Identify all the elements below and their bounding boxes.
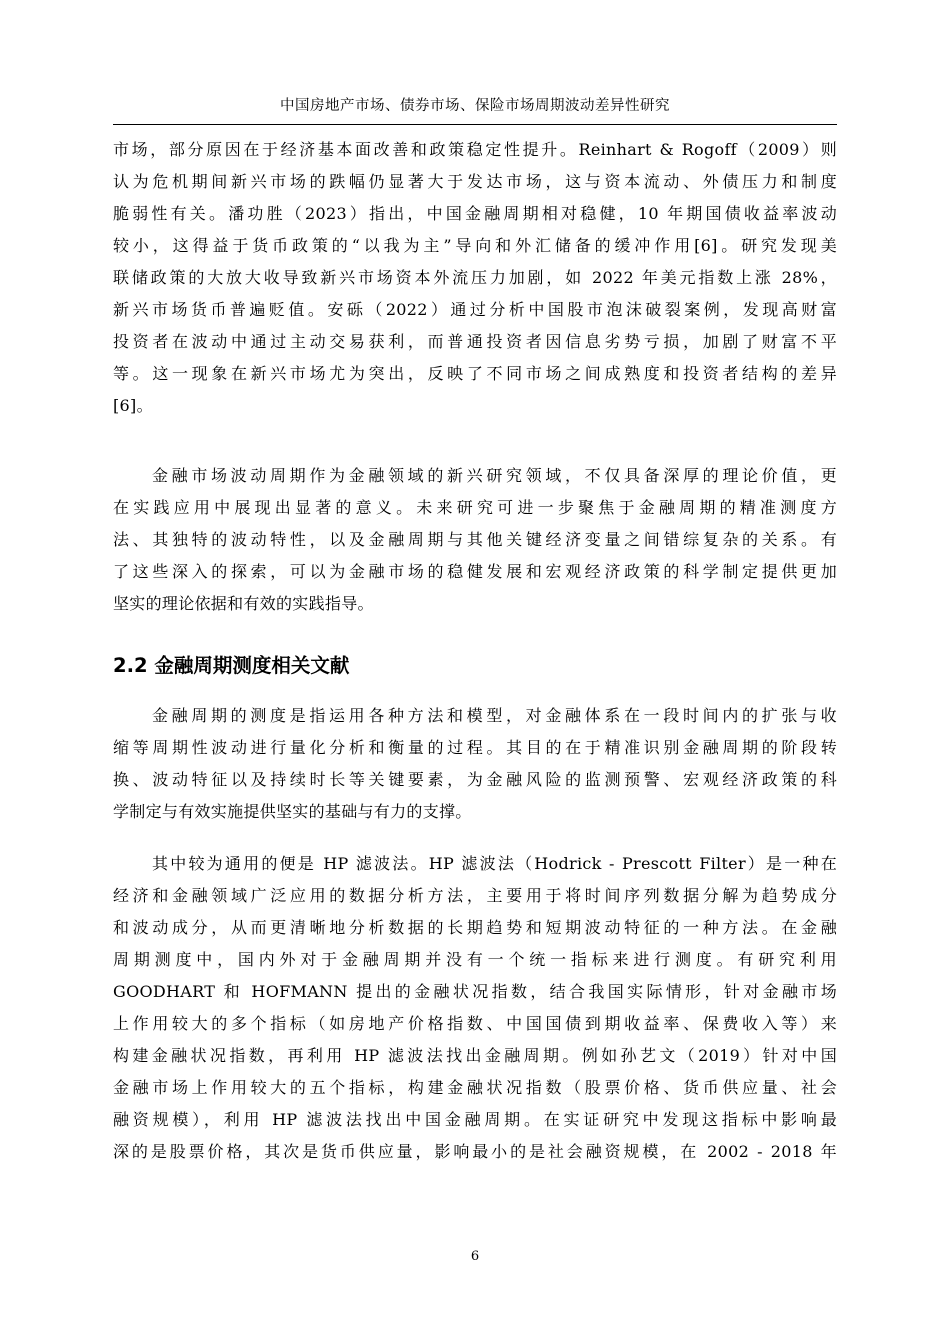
paragraph-line: 等。这一现象在新兴市场尤为突出，反映了不同市场之间成熟度和投资者结构的差异	[113, 364, 837, 383]
paragraph-line: 金融周期的测度是指运用各种方法和模型，对金融体系在一段时间内的扩张与收	[152, 706, 837, 725]
paragraph-line: 了这些深入的探索，可以为金融市场的稳健发展和宏观经济政策的科学制定提供更加	[113, 562, 837, 581]
paragraph-line: 周期测度中，国内外对于金融周期并没有一个统一指标来进行测度。有研究利用	[113, 950, 837, 969]
paragraph-line: 坚实的理论依据和有效的实践指导。	[113, 594, 374, 613]
paragraph-line: 缩等周期性波动进行量化分析和衡量的过程。其目的在于精准识别金融周期的阶段转	[113, 738, 837, 757]
header-divider	[113, 124, 837, 125]
paragraph-line: 金融市场波动周期作为金融领域的新兴研究领域，不仅具备深厚的理论价值，更	[152, 466, 837, 485]
paragraph-line: 联储政策的大放大收导致新兴市场资本外流压力加剧，如 2022 年美元指数上涨 28%，	[113, 268, 837, 287]
paragraph-line: 经济和金融领域广泛应用的数据分析方法，主要用于将时间序列数据分解为趋势成分	[113, 886, 837, 905]
paragraph-line: 和波动成分，从而更清晰地分析数据的长期趋势和短期波动特征的一种方法。在金融	[113, 918, 837, 937]
paragraph-line: 较小，这得益于货币政策的“以我为主”导向和外汇储备的缓冲作用[6]。研究发现美	[113, 236, 837, 255]
paragraph-line: 脆弱性有关。潘功胜（2023）指出，中国金融周期相对稳健，10 年期国债收益率波动	[113, 204, 837, 223]
page-number: 6	[470, 1249, 480, 1264]
paragraph-line: 学制定与有效实施提供坚实的基础与有力的支撑。	[113, 802, 472, 821]
paragraph-line: 融资规模），利用 HP 滤波法找出中国金融周期。在实证研究中发现这指标中影响最	[113, 1110, 837, 1129]
running-header: 中国房地产市场、债券市场、保险市场周期波动差异性研究	[280, 98, 670, 114]
paragraph-line: 上作用较大的多个指标（如房地产价格指数、中国国债到期收益率、保费收入等）来	[113, 1014, 837, 1033]
paragraph-line: [6]。	[113, 396, 153, 415]
paragraph-line: 深的是股票价格，其次是货币供应量，影响最小的是社会融资规模，在 2002 - 2018 年	[113, 1142, 837, 1161]
paragraph-line: 在实践应用中展现出显著的意义。未来研究可进一步聚焦于金融周期的精准测度方	[113, 498, 837, 517]
paragraph-line: 金融市场上作用较大的五个指标，构建金融状况指数（股票价格、货币供应量、社会	[113, 1078, 837, 1097]
paragraph-line: 新兴市场货币普遍贬值。安砾（2022）通过分析中国股市泡沫破裂案例，发现高财富	[113, 300, 837, 319]
paragraph-line: 法、其独特的波动特性，以及金融周期与其他关键经济变量之间错综复杂的关系。有	[113, 530, 837, 549]
paragraph-line: 市场，部分原因在于经济基本面改善和政策稳定性提升。Reinhart & Rogoff（2009）则	[113, 140, 837, 159]
paragraph-line: GOODHART 和 HOFMANN 提出的金融状况指数，结合我国实际情形，针对金融市场	[113, 982, 837, 1001]
paragraph-line: 认为危机期间新兴市场的跌幅仍显著大于发达市场，这与资本流动、外债压力和制度	[113, 172, 837, 191]
paragraph-line: 构建金融状况指数，再利用 HP 滤波法找出金融周期。例如孙艺文（2019）针对中国	[113, 1046, 837, 1065]
paragraph-line: 其中较为通用的便是 HP 滤波法。HP 滤波法（Hodrick - Prescott Filter）是一种在	[152, 854, 837, 873]
paragraph-line: 投资者在波动中通过主动交易获利，而普通投资者因信息劣势亏损，加剧了财富不平	[113, 332, 837, 351]
paragraph-line: 换、波动特征以及持续时长等关键要素，为金融风险的监测预警、宏观经济政策的科	[113, 770, 837, 789]
section-heading: 2.2 金融周期测度相关文献	[113, 654, 350, 677]
